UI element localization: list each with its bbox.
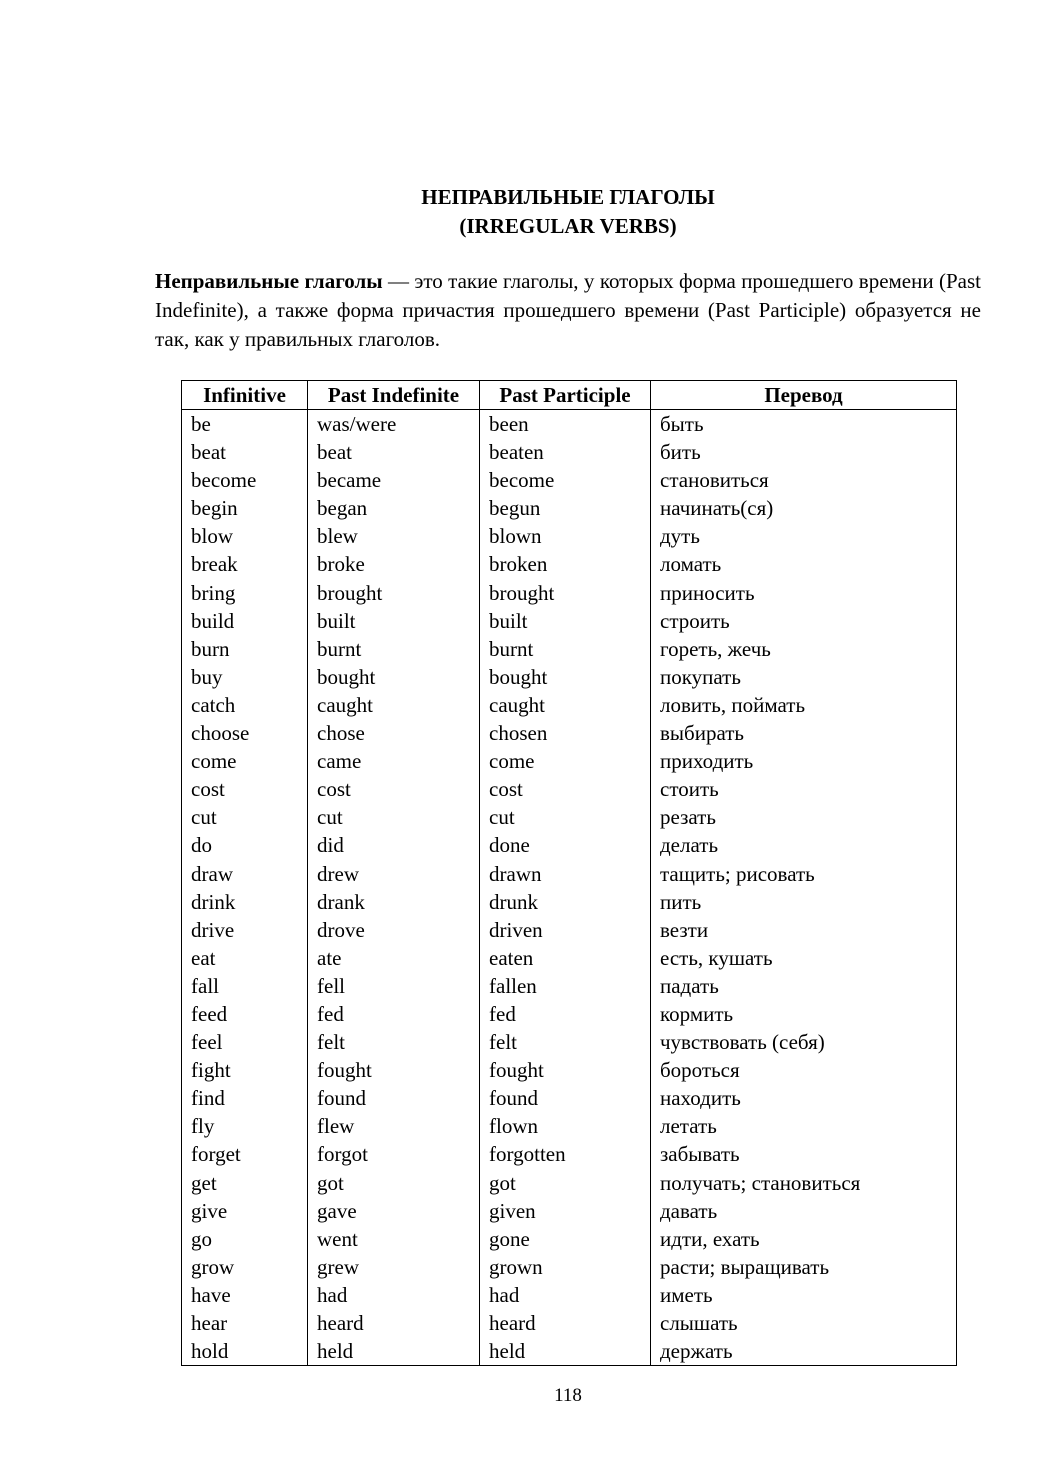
cell-infinitive: come: [182, 747, 308, 775]
cell-infinitive: drink: [182, 888, 308, 916]
cell-past-indefinite: grew: [308, 1253, 480, 1281]
table-row: [182, 972, 957, 1000]
table-row: [182, 1000, 957, 1028]
title-line-english: (IRREGULAR VERBS): [459, 214, 677, 238]
cell-past-participle: done: [480, 831, 651, 859]
table-row: [182, 1281, 957, 1309]
cell-translation: резать: [651, 803, 957, 831]
cell-past-participle: cost: [480, 775, 651, 803]
cell-infinitive: give: [182, 1197, 308, 1225]
cell-past-indefinite: had: [308, 1281, 480, 1309]
cell-past-indefinite: found: [308, 1084, 480, 1112]
cell-infinitive: fight: [182, 1056, 308, 1084]
table-row: [182, 663, 957, 691]
cell-past-participle: had: [480, 1281, 651, 1309]
cell-past-participle: fought: [480, 1056, 651, 1084]
cell-past-indefinite: ate: [308, 944, 480, 972]
cell-past-indefinite: cut: [308, 803, 480, 831]
cell-past-participle: cut: [480, 803, 651, 831]
table-row: [182, 719, 957, 747]
cell-past-participle: held: [480, 1337, 651, 1366]
cell-past-indefinite: flew: [308, 1112, 480, 1140]
table-row: [182, 1337, 957, 1366]
cell-infinitive: cost: [182, 775, 308, 803]
cell-infinitive: burn: [182, 635, 308, 663]
cell-past-indefinite: came: [308, 747, 480, 775]
cell-translation: быть: [651, 410, 957, 439]
cell-translation: строить: [651, 607, 957, 635]
cell-translation: везти: [651, 916, 957, 944]
table-row: [182, 803, 957, 831]
table-row: [182, 1169, 957, 1197]
table-row: [182, 1112, 957, 1140]
cell-past-participle: caught: [480, 691, 651, 719]
table-row: [182, 747, 957, 775]
cell-infinitive: build: [182, 607, 308, 635]
table-row: [182, 1028, 957, 1056]
cell-infinitive: cut: [182, 803, 308, 831]
cell-translation: держать: [651, 1337, 957, 1366]
table-row: [182, 1084, 957, 1112]
table-row: [182, 550, 957, 578]
cell-past-participle: beaten: [480, 438, 651, 466]
cell-infinitive: do: [182, 831, 308, 859]
table-row: [182, 522, 957, 550]
cell-translation: идти, ехать: [651, 1225, 957, 1253]
cell-infinitive: buy: [182, 663, 308, 691]
cell-past-indefinite: chose: [308, 719, 480, 747]
table-row: [182, 831, 957, 859]
table-row: [182, 494, 957, 522]
cell-past-participle: fed: [480, 1000, 651, 1028]
cell-translation: получать; становиться: [651, 1169, 957, 1197]
cell-translation: бороться: [651, 1056, 957, 1084]
cell-past-participle: gone: [480, 1225, 651, 1253]
cell-past-indefinite: began: [308, 494, 480, 522]
cell-past-indefinite: was/were: [308, 410, 480, 439]
table-row: [182, 1225, 957, 1253]
intro-term: Неправильные глаголы: [155, 269, 383, 293]
cell-translation: покупать: [651, 663, 957, 691]
cell-translation: стоить: [651, 775, 957, 803]
cell-translation: ломать: [651, 550, 957, 578]
table-body: [182, 410, 957, 1366]
table-row: [182, 691, 957, 719]
cell-past-participle: drawn: [480, 860, 651, 888]
cell-past-participle: blown: [480, 522, 651, 550]
cell-past-indefinite: built: [308, 607, 480, 635]
cell-past-indefinite: bought: [308, 663, 480, 691]
cell-infinitive: hear: [182, 1309, 308, 1337]
cell-past-indefinite: burnt: [308, 635, 480, 663]
cell-translation: тащить; рисовать: [651, 860, 957, 888]
cell-past-indefinite: went: [308, 1225, 480, 1253]
cell-past-participle: driven: [480, 916, 651, 944]
cell-past-participle: got: [480, 1169, 651, 1197]
cell-infinitive: begin: [182, 494, 308, 522]
table-row: [182, 607, 957, 635]
cell-translation: расти; выращивать: [651, 1253, 957, 1281]
cell-infinitive: hold: [182, 1337, 308, 1366]
table-row: [182, 944, 957, 972]
cell-translation: летать: [651, 1112, 957, 1140]
table-row: [182, 466, 957, 494]
header-past-indefinite: Past Indefinite: [308, 381, 480, 410]
header-infinitive: Infinitive: [182, 381, 308, 410]
table-row: [182, 1197, 957, 1225]
cell-past-indefinite: caught: [308, 691, 480, 719]
cell-infinitive: have: [182, 1281, 308, 1309]
cell-infinitive: fly: [182, 1112, 308, 1140]
table-row: [182, 916, 957, 944]
table-row: [182, 410, 957, 439]
cell-past-participle: grown: [480, 1253, 651, 1281]
cell-past-participle: begun: [480, 494, 651, 522]
header-past-participle: Past Participle: [480, 381, 651, 410]
cell-infinitive: fall: [182, 972, 308, 1000]
page-number: 118: [554, 1385, 582, 1406]
table-row: [182, 860, 957, 888]
cell-translation: ловить, поймать: [651, 691, 957, 719]
cell-past-indefinite: forgot: [308, 1140, 480, 1168]
cell-past-indefinite: felt: [308, 1028, 480, 1056]
cell-past-participle: come: [480, 747, 651, 775]
cell-past-indefinite: brought: [308, 579, 480, 607]
cell-translation: пить: [651, 888, 957, 916]
cell-past-indefinite: gave: [308, 1197, 480, 1225]
irregular-verbs-table: [181, 380, 957, 1366]
table-row: [182, 579, 957, 607]
table-row: [182, 635, 957, 663]
cell-past-indefinite: drew: [308, 860, 480, 888]
cell-past-indefinite: drank: [308, 888, 480, 916]
cell-past-participle: found: [480, 1084, 651, 1112]
cell-infinitive: eat: [182, 944, 308, 972]
cell-past-participle: drunk: [480, 888, 651, 916]
cell-past-indefinite: did: [308, 831, 480, 859]
cell-infinitive: get: [182, 1169, 308, 1197]
cell-past-indefinite: fed: [308, 1000, 480, 1028]
cell-infinitive: blow: [182, 522, 308, 550]
cell-translation: выбирать: [651, 719, 957, 747]
cell-past-participle: broken: [480, 550, 651, 578]
cell-infinitive: catch: [182, 691, 308, 719]
cell-infinitive: feel: [182, 1028, 308, 1056]
cell-past-indefinite: fought: [308, 1056, 480, 1084]
cell-translation: падать: [651, 972, 957, 1000]
cell-past-indefinite: broke: [308, 550, 480, 578]
table-row: [182, 1140, 957, 1168]
cell-past-indefinite: blew: [308, 522, 480, 550]
cell-infinitive: forget: [182, 1140, 308, 1168]
table-row: [182, 1056, 957, 1084]
cell-translation: есть, кушать: [651, 944, 957, 972]
cell-infinitive: go: [182, 1225, 308, 1253]
cell-translation: приносить: [651, 579, 957, 607]
cell-infinitive: feed: [182, 1000, 308, 1028]
cell-translation: находить: [651, 1084, 957, 1112]
cell-past-indefinite: heard: [308, 1309, 480, 1337]
cell-past-indefinite: fell: [308, 972, 480, 1000]
cell-infinitive: bring: [182, 579, 308, 607]
cell-translation: дуть: [651, 522, 957, 550]
table-row: [182, 1253, 957, 1281]
cell-past-participle: given: [480, 1197, 651, 1225]
cell-past-indefinite: beat: [308, 438, 480, 466]
cell-past-participle: bought: [480, 663, 651, 691]
cell-infinitive: draw: [182, 860, 308, 888]
cell-infinitive: choose: [182, 719, 308, 747]
cell-infinitive: be: [182, 410, 308, 439]
cell-infinitive: drive: [182, 916, 308, 944]
cell-translation: гореть, жечь: [651, 635, 957, 663]
cell-translation: забывать: [651, 1140, 957, 1168]
table-header-row: [182, 381, 957, 410]
cell-translation: делать: [651, 831, 957, 859]
cell-past-participle: chosen: [480, 719, 651, 747]
cell-infinitive: find: [182, 1084, 308, 1112]
cell-past-participle: become: [480, 466, 651, 494]
cell-translation: начинать(ся): [651, 494, 957, 522]
cell-translation: давать: [651, 1197, 957, 1225]
table-row: [182, 775, 957, 803]
cell-translation: становиться: [651, 466, 957, 494]
cell-past-participle: forgotten: [480, 1140, 651, 1168]
cell-past-indefinite: held: [308, 1337, 480, 1366]
cell-translation: приходить: [651, 747, 957, 775]
cell-translation: чувствовать (себя): [651, 1028, 957, 1056]
table-row: [182, 438, 957, 466]
cell-past-indefinite: became: [308, 466, 480, 494]
cell-infinitive: become: [182, 466, 308, 494]
intro-text: — это такие глаголы, у которых форма прошедшего времени (Past Indefinite), а также форма причастия прошедшего времени (Past Participle) образуется не так, как у правильных глаголов.: [155, 269, 981, 351]
title-line-russian: НЕПРАВИЛЬНЫЕ ГЛАГОЛЫ: [421, 185, 715, 209]
cell-past-participle: fallen: [480, 972, 651, 1000]
page-title: [0, 183, 1040, 241]
cell-past-participle: eaten: [480, 944, 651, 972]
cell-past-participle: brought: [480, 579, 651, 607]
cell-past-participle: heard: [480, 1309, 651, 1337]
table-row: [182, 888, 957, 916]
cell-infinitive: break: [182, 550, 308, 578]
cell-infinitive: grow: [182, 1253, 308, 1281]
intro-paragraph: [155, 267, 981, 354]
cell-past-participle: burnt: [480, 635, 651, 663]
cell-past-indefinite: got: [308, 1169, 480, 1197]
cell-past-indefinite: cost: [308, 775, 480, 803]
cell-past-participle: flown: [480, 1112, 651, 1140]
cell-translation: слышать: [651, 1309, 957, 1337]
cell-past-participle: felt: [480, 1028, 651, 1056]
cell-translation: иметь: [651, 1281, 957, 1309]
cell-past-participle: built: [480, 607, 651, 635]
cell-past-participle: been: [480, 410, 651, 439]
header-translation: Перевод: [651, 381, 957, 410]
cell-past-indefinite: drove: [308, 916, 480, 944]
table-row: [182, 1309, 957, 1337]
cell-translation: кормить: [651, 1000, 957, 1028]
cell-infinitive: beat: [182, 438, 308, 466]
cell-translation: бить: [651, 438, 957, 466]
